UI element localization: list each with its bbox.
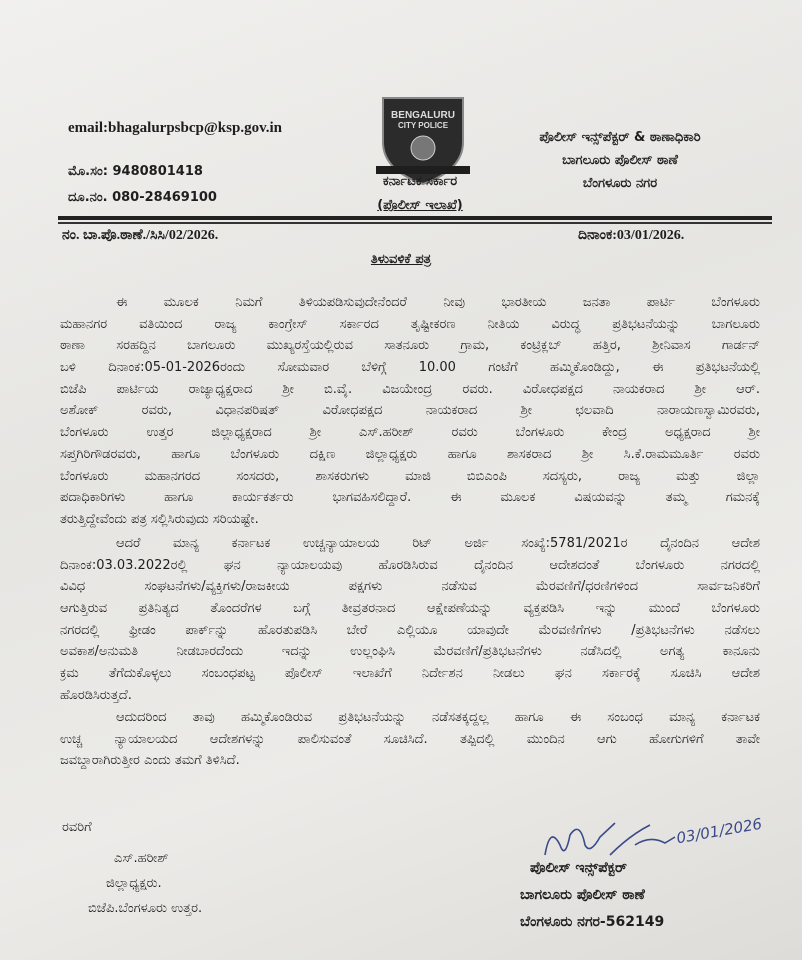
paragraph-line: ಹೊರಡಿಸಿರುತ್ತದೆ.: [60, 687, 132, 703]
paragraph-line: ಉಚ್ಚ ನ್ಯಾಯಾಲಯದ ಆದೇಶಗಳನ್ನು ಪಾಲಿಸುವಂತೆ ಸೂಚಿಸಿದೆ. ತಪ್ಪಿದಲ್ಲಿ ಮುಂದಿನ ಆಗು ಹೋಗುಗಳಿಗೆ ತಾವೇ: [60, 731, 760, 747]
paragraph-line: ಆದರೆ ಮಾನ್ಯ ಕರ್ನಾಟಕ ಉಚ್ಚನ್ಯಾಯಾಲಯ ರಿಟ್ ಅರ್ಜಿ ಸಂಖ್ಯೆ:5781/2021ರ ದೈನಂದಿನ ಆದೇಶ: [116, 536, 760, 551]
paragraph-line: ಈ ಮೂಲಕ ನಿಮಗೆ ತಿಳಿಯಪಡಿಸುವುದೇನೆಂದರೆ ನೀವು ಭಾರತೀಯ ಜನತಾ ಪಾರ್ಟಿ ಬೆಂಗಳೂರು: [116, 295, 760, 310]
logo-text-2: CITY POLICE: [397, 121, 449, 130]
recipient-salutation: ರವರಿಗೆ: [62, 820, 92, 835]
paragraph-line: ವಿವಿಧ ಸಂಘಟನೆಗಳು/ವ್ಯಕ್ತಿಗಳು/ರಾಜಕೀಯ ಪಕ್ಷಗಳು ನಡೆಸುವ ಮೆರವಣಿಗೆ/ಧರಣಿಗಳಿಂದ ಸಾರ್ವಜನಿಕರಿಗೆ: [60, 579, 760, 595]
dept-name: (ಪೊಲೀಸ್ ಇಲಾಖೆ): [377, 198, 463, 213]
signature-line: ಬಾಗಲೂರು ಪೊಲೀಸ್ ಠಾಣೆ: [520, 887, 645, 903]
paragraph-line: ಕ್ರಮ ತೆಗೆದುಕೊಳ್ಳಲು ಸಂಬಂಧಪಟ್ಟ ಪೊಲೀಸ್ ಇಲಾಖೆಗೆ ನಿರ್ದೇಶನ ನೀಡಲು ಘನ ಸರ್ಕಾರಕ್ಕೆ ಸೂಚಿಸಿ ಆದೇಶ: [60, 666, 760, 682]
letter-date: ದಿನಾಂಕ:03/01/2026.: [578, 228, 685, 243]
paragraph-line: ಅಶೋಕ್ ರವರು, ವಿಧಾನಪರಿಷತ್ ವಿರೋಧಪಕ್ಷದ ನಾಯಕರಾದ ಶ್ರೀ ಛಲವಾದಿ ನಾರಾಯಣಸ್ವಾಮಿರವರು,: [60, 403, 760, 419]
govt-name: ಕರ್ನಾಟಕ ಸರ್ಕಾರ: [382, 174, 458, 189]
signature-line: ಬೆಂಗಳೂರು ನಗರ-562149: [520, 914, 665, 930]
govt-block: [330, 170, 510, 218]
paragraph-line: ಜವಬ್ದಾರಾಗಿರುತ್ತೀರ ಎಂದು ತಮಗೆ ತಿಳಿಸಿದೆ.: [60, 753, 240, 769]
paragraph-line: ಆದುದರಿಂದ ತಾವು ಹಮ್ಮಿಕೊಂಡಿರುವ ಪ್ರತಿಭಟನೆಯನ್ನು ನಡೆಸತಕ್ಕದ್ದಲ್ಲ ಹಾಗೂ ಈ ಸಂಬಂಧ ಮಾನ್ಯ ಕರ್ನಾಟಕ: [116, 710, 760, 725]
paragraph-line: ಬಿಜೆಪಿ ಪಾರ್ಟಿಯ ರಾಜ್ಯಾಧ್ಯಕ್ಷರಾದ ಶ್ರೀ ಬಿ.ವೈ. ವಿಜಯೇಂದ್ರ ರವರು. ವಿರೋಧಪಕ್ಷದ ನಾಯಕರಾದ ಶ್ರೀ ಆರ್.: [60, 381, 760, 397]
paragraph-line: ನಗರದಲ್ಲಿ ಫ್ರೀಡಂ ಪಾರ್ಕ್‌ನ್ನು ಹೊರತುಪಡಿಸಿ ಬೇರೆ ಎಲ್ಲಿಯೂ ಯಾವುದೇ ಮೆರವಣಿಗೆಗಳು /ಪ್ರತಿಭಟನೆಗಳು ನಡೆಸಲು: [60, 622, 760, 638]
signature-line: ಪೊಲೀಸ್ ಇನ್ಸ್‌ಪೆಕ್ಟರ್: [530, 860, 627, 876]
paragraph-line: ಅವಕಾಶ/ಅನುಮತಿ ನೀಡಬಾರದೆಂದು ಇದನ್ನು ಉಲ್ಲಂಘಿಸಿ ಮೆರವಣಿಗೆ/ಪ್ರತಿಭಟನೆಗಳು ನಡೆಸಿದಲ್ಲಿ ಅಗತ್ಯ ಕಾನೂನು: [60, 644, 760, 660]
paragraph-line: ಬೆಂಗಳೂರು ಉತ್ತರ ಜಿಲ್ಲಾಧ್ಯಕ್ಷರಾದ ಶ್ರೀ ಎಸ್.ಹರೀಶ್ ರವರು ಬೆಂಗಳೂರು ಕೇಂದ್ರ ಅಧ್ಯಕ್ಷರಾದ ಶ್ರೀ: [60, 425, 760, 441]
paragraph-line: ಬಳಿ ದಿನಾಂಕ:05-01-2026ರಂದು ಸೋಮವಾರ ಬೆಳಿಗ್ಗೆ 10.00 ಗಂಟೆಗೆ ಹಮ್ಮಿಕೊಂಡಿದ್ದು, ಈ ಪ್ರತಿಭಟನೆಯಲ್ಲಿ: [60, 360, 760, 376]
paragraph-line: ಆಗುತ್ತಿರುವ ಪ್ರತಿನಿತ್ಯದ ತೊಂದರೆಗಳ ಬಗ್ಗೆ ತೀವ್ರತರನಾದ ಆಕ್ಷೇಪಣೆಯನ್ನು ವ್ಯಕ್ತಪಡಿಸಿ ಇನ್ನು ಮುಂದೆ ಬೆಂಗಳೂರು: [60, 601, 760, 617]
office-line: ಬಾಗಲೂರು ಪೊಲೀಸ್ ಠಾಣೆ: [562, 153, 678, 168]
logo-text-1: BENGALURU: [391, 110, 455, 121]
signature-date: 03/01/2026: [675, 814, 764, 848]
paragraph-2: [60, 533, 760, 707]
paragraph-line: ದಿನಾಂಕ:03.03.2022ರಲ್ಲಿ ಘನ ನ್ಯಾಯಾಲಯವು ಹೊರಡಿಸಿರುವ ದೈನಂದಿನ ಆದೇಶದಂತೆ ಬೆಂಗಳೂರು ನಗರದಲ್ಲಿ: [60, 557, 760, 573]
signature-block: [520, 855, 664, 936]
paragraph-1: [60, 292, 760, 531]
paragraph-line: ಮಹಾನಗರ ವತಿಯಿಂದ ರಾಜ್ಯ ಕಾಂಗ್ರೇಸ್ ಸರ್ಕಾರದ ತೃಷ್ಟೀಕರಣ ನೀತಿಯ ವಿರುದ್ಧ ಪ್ರತಿಭಟನೆಯನ್ನು ಬಾಗಲೂರು: [60, 316, 760, 332]
office-block: [500, 126, 740, 195]
header-divider-thin: [58, 222, 772, 224]
office-line: ಬೆಂಗಳೂರು ನಗರ: [582, 176, 658, 191]
header-divider: [58, 216, 772, 220]
recipient-org: ಬಿಜೆಪಿ.ಬೆಂಗಳೂರು ಉತ್ತರ.: [88, 901, 203, 916]
letter-title: [0, 252, 802, 267]
paragraph-line: ಠಾಣಾ ಸರಹದ್ದಿನ ಬಾಗಲೂರು ಮುಖ್ಯರಸ್ತೆಯಲ್ಲಿರುವ ಸಾತನೂರು ಗ್ರಾಮ, ಕಂಟ್ರಿಕ್ಲಬ್ ಹತ್ತಿರ, ಶ್ರೀನಿವಾಸ ಗಾರ್ಡನ್: [60, 338, 760, 354]
paragraph-line: ಬೆಂಗಳೂರು ಮಹಾನಗರದ ಸಂಸದರು, ಶಾಸಕರುಗಳು ಮಾಜಿ ಬಿಬಿಎಂಪಿ ಸದಸ್ಯರು, ರಾಜ್ಯ ಮತ್ತು ಜಿಲ್ಲಾ: [60, 468, 760, 484]
letter-title-text: ತಿಳುವಳಿಕೆ ಪತ್ರ: [370, 252, 432, 267]
phone-number: ದೂ.ನಂ. 080-28469100: [68, 190, 217, 205]
recipient-designation: ಜಿಲ್ಲಾಧ್ಯಕ್ಷರು.: [106, 876, 162, 891]
recipient-block: [62, 815, 202, 921]
paragraph-line: ಸಪ್ತಗಿರಿಗೌಡರವರು, ಹಾಗೂ ಬೆಂಗಳೂರು ದಕ್ಷಿಣ ಜಿಲ್ಲಾಧ್ಯಕ್ಷರು ಹಾಗೂ ಶಾಸಕರಾದ ಶ್ರೀ ಸಿ.ಕೆ.ರಾಮಮೂರ್ತಿ ರವರು: [60, 446, 760, 462]
paragraph-line: ತರುತ್ತಿದ್ದೇವೆಂದು ಪತ್ರ ಸಲ್ಲಿಸಿರುವುದು ಸರಿಯಷ್ಟೇ.: [60, 511, 259, 527]
recipient-name: ಎಸ್.ಹರೀಶ್: [114, 851, 169, 866]
reference-number: ನಂ. ಬಾ.ಪೊ.ಠಾಣೆ./ಸಿಸಿ/02/2026.: [62, 228, 219, 243]
office-line: ಪೊಲೀಸ್ ಇನ್ಸ್‌ಪೆಕ್ಟರ್ & ಠಾಣಾಧಿಕಾರಿ: [539, 130, 701, 145]
email-text: email:bhagalurpsbcp@ksp.gov.in: [68, 120, 283, 136]
paragraph-line: ಪದಾಧಿಕಾರಿಗಳು ಹಾಗೂ ಕಾರ್ಯಕರ್ತರು ಭಾಗವಹಿಸಲಿದ್ದಾರೆ. ಈ ಮೂಲಕ ವಿಷಯವನ್ನು ತಮ್ಮ ಗಮನಕ್ಕೆ: [60, 490, 760, 506]
paragraph-3: [60, 707, 760, 772]
mobile-number: ಮೊ.ಸಂ: 9480801418: [68, 164, 203, 179]
